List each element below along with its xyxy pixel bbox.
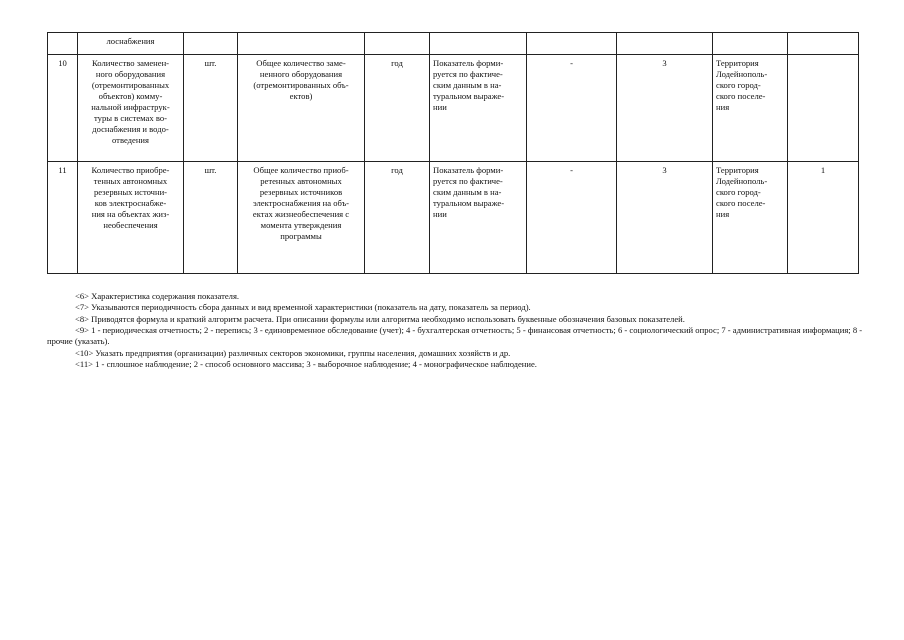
table-row xyxy=(48,33,859,55)
footnote: <9> 1 - периодическая отчетность; 2 - перепись; 3 - единовременное обследование (учет); 4 - бухгалтерская отчетность; 5 - финансовая отчетность; 6 - социологический опрос; 7 - административная информация; 8 - прочие (указать). xyxy=(47,325,863,347)
table-row xyxy=(48,162,859,274)
unit-of-measure xyxy=(184,33,238,55)
periodicity: год xyxy=(365,162,430,274)
footnote: <8> Приводятся формула и краткий алгоритм расчета. При описании формулы или алгоритма необходимо использовать буквенные обозначения базовых показателей. xyxy=(75,313,685,324)
indicator-description: Общее количество заме- ненного оборудования (отремонтированных объ- ектов) xyxy=(238,55,365,162)
base-indicators: - xyxy=(527,162,617,274)
row-number: 11 xyxy=(48,162,78,274)
unit-of-measure: шт. xyxy=(184,55,238,162)
row-number: 10 xyxy=(48,55,78,162)
data-collection-method: 3 xyxy=(617,162,713,274)
observation-object: Территория Лодейнополь- ского город- ского поселе- ния xyxy=(713,162,788,274)
indicator-description xyxy=(238,33,365,55)
periodicity: год xyxy=(365,55,430,162)
observation-object xyxy=(713,33,788,55)
row-number xyxy=(48,33,78,55)
data-collection-method xyxy=(617,33,713,55)
periodicity xyxy=(365,33,430,55)
table-row xyxy=(48,55,859,162)
indicator-name: Количество приобре- тенных автономных резервных источни- ков электроснабже- ния на объектах жиз- необеспечения xyxy=(78,162,184,274)
observation-coverage xyxy=(788,55,859,162)
indicator-name: лоснабжения xyxy=(78,33,184,55)
calculation-formula xyxy=(430,33,527,55)
footnotes xyxy=(47,291,865,370)
calculation-formula: Показатель форми- руется по фактиче- ским данным в на- туральном выраже- нии xyxy=(430,55,527,162)
base-indicators xyxy=(527,33,617,55)
footnote: <10> Указать предприятия (организации) различных секторов экономики, группы населения, домашних хозяйств и др. xyxy=(75,347,511,358)
indicators-table xyxy=(47,32,859,274)
data-collection-method: 3 xyxy=(617,55,713,162)
unit-of-measure: шт. xyxy=(184,162,238,274)
calculation-formula: Показатель форми- руется по фактиче- ским данным в на- туральном выраже- нии xyxy=(430,162,527,274)
observation-coverage xyxy=(788,33,859,55)
footnote: <11> 1 - сплошное наблюдение; 2 - способ основного массива; 3 - выборочное наблюдение; 4 - монографическое наблюдение. xyxy=(75,359,537,370)
indicator-description: Общее количество приоб- ретенных автономных резервных источников электроснабжения на объ- ектах жизнеобеспечения с момента утверждения программы xyxy=(238,162,365,274)
footnote: <6> Характеристика содержания показателя. xyxy=(75,291,240,301)
indicator-name: Количество заменен- ного оборудования (отремонтированных объектов) комму- нальной инфраструк- туры в системах во- доснабжения и водо- отведения xyxy=(78,55,184,162)
observation-coverage: 1 xyxy=(788,162,859,274)
observation-object: Территория Лодейнополь- ского город- ского поселе- ния xyxy=(713,55,788,162)
footnote: <7> Указываются периодичность сбора данных и вид временной характеристики (показатель на дату, показатель за период). xyxy=(75,302,531,313)
base-indicators: - xyxy=(527,55,617,162)
